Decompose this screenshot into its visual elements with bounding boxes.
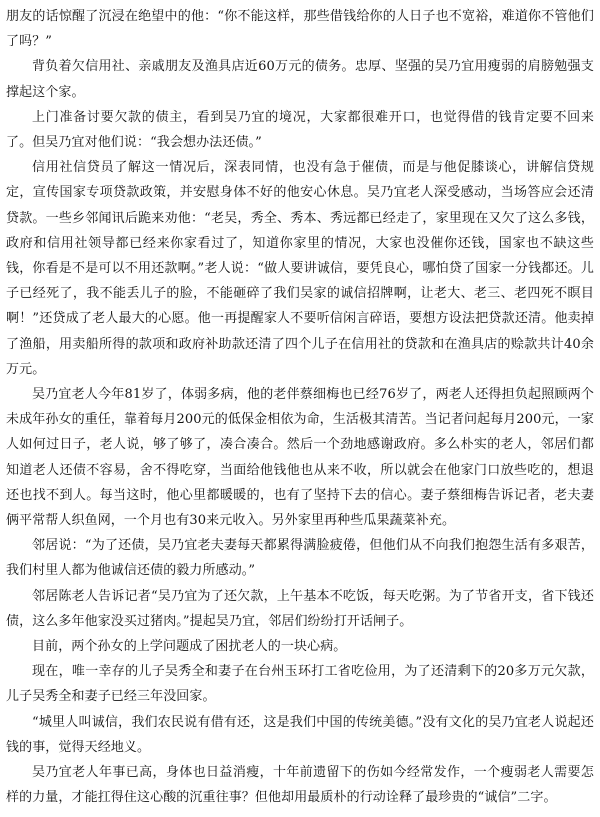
paragraph: 上门准备讨要欠款的债主，看到吴乃宜的境况，大家都很难开口，也觉得借的钱肯定要不回来了。但吴乃宜对他们说：“我会想办法还债。”: [6, 109, 594, 151]
paragraph: 邻居说：“为了还债，吴乃宜老夫妻每天都累得满脸疲倦，但他们从不向我们抱怨生活有多艰苦，我们村里人都为他诚信还债的毅力所感动。”: [6, 538, 594, 579]
paragraph: 目前，两个孙女的上学问题成了困扰老人的一块心病。: [32, 639, 347, 655]
paragraph: 吴乃宜老人年事已高，身体也日益消瘦，十年前遗留下的伤如今经常发作，一个瘦弱老人需要怎样的力量，才能扛得住这心酸的沉重往事？但他却用最质朴的行动诠释了最珍贵的“诚信”二字。: [6, 765, 594, 806]
paragraph: 朋友的话惊醒了沉浸在绝望中的他：“你不能这样，那些借钱给你的人日子也不宽裕，难道你不管他们了吗？”: [6, 9, 594, 50]
paragraph: 背负着欠信用社、亲戚朋友及渔具店近60万元的债务。忠厚、坚强的吴乃宜用瘦弱的肩膀勉强支撑起这个家。: [6, 59, 594, 100]
paragraph: 邻居陈老人告诉记者“吴乃宜为了还欠款，上午基本不吃饭，每天吃粥。为了节省开支，省下钱还债，这么多年他家没买过猪肉。”提起吴乃宜，邻居们纷纷打开话闸子。: [6, 588, 594, 629]
paragraph: 信用社信贷员了解这一情况后，深表同情，也没有急于催债，而是与他促膝谈心，讲解信贷规定，宣传国家专项贷款政策，并安慰身体不好的他安心休息。吴乃宜老人深受感动，当场答应会还清贷款。一些乡邻闻讯后跪来劝他：“老吴，秀全、秀本、秀远都已经走了，家里现在又欠了这么多钱，政府和信用社领导都已经来你家看过了，知道你家里的情况，大家也没催你还钱，国家也不缺这些钱，你看是不是可以不用还款啊。”老人说：“做人要讲诚信，要凭良心，哪怕贷了国家一分钱都还。儿子已经死了，我不能丢儿子的脸，不能砸碎了我们吴家的诚信招牌啊，让老大、老三、老四死不瞑目啊！”还贷成了老人最大的心愿。他一再提醒家人不要听信闲言碎语，要想方设法把贷款还清。他卖掉了渔船，用卖船所得的款项和政府补助款还清了四个儿子在信用社的贷款和在渔具店的赊款共计40余万元。: [6, 160, 594, 377]
paragraph: 吴乃宜老人今年81岁了，体弱多病，他的老伴蔡细梅也已经76岁了，两老人还得担负起照顾两个未成年孙女的重任，靠着每月200元的低保金相依为命，生活极其清苦。当记者问起每月200元，一家人如何过日子，老人说，够了够了，凑合凑合。然后一个劲地感谢政府。多么朴实的老人，邻居们都知道老人还债不容易，舍不得吃穿，当面给他钱他也从来不收，所以就会在他家门口放些吃的，想退还也找不到人。每当这时，他心里都暖暖的，也有了坚持下去的信心。妻子蔡细梅告诉记者，老夫妻俩平常帮人织鱼网，一个月也有30来元收入。另外家里再种些瓜果蔬菜补充。: [6, 387, 594, 529]
paragraph: “城里人叫诚信，我们农民说有借有还，这是我们中国的传统美德。”没有文化的吴乃宜老人说起还钱的事，觉得天经地义。: [6, 714, 594, 755]
paragraph: 现在，唯一幸存的儿子吴秀全和妻子在台州玉环打工省吃俭用，为了还清剩下的20多万元欠款，儿子吴秀全和妻子已经三年没回家。: [6, 664, 594, 705]
document-page: [6, 4, 594, 813]
